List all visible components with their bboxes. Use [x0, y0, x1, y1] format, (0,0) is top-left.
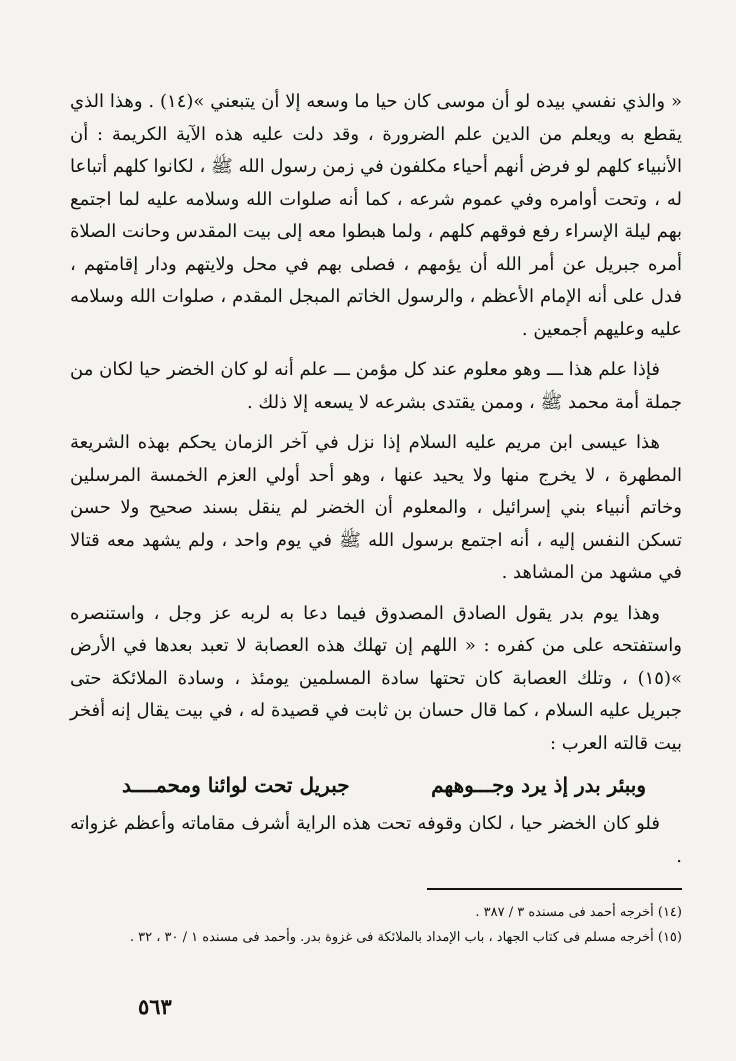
verse-second-hemistich: جبريل تحت لوائنا ومحمــــد: [122, 773, 350, 797]
paragraph-2: فإذا علم هذا ـــ وهو معلوم عند كل مؤمن ـــ علم أنه لو كان الخضر حيا لكان من جملة أمة محمد ﷺ ، وممن يقتدى بشرعه لا يسعه إلا ذلك .: [70, 359, 682, 413]
footnote-15: (١٥) أخرجه مسلم فى كتاب الجهاد ، باب الإمداد بالملائكة فى غزوة بدر. وأحمد فى مسنده ١ / ٣٠ ، ٣٢ .: [129, 930, 682, 945]
footnote-divider: [427, 888, 682, 890]
paragraph-3: هذا عيسى ابن مريم عليه السلام إذا نزل في آخر الزمان يحكم بهذه الشريعة المطهرة ، لا يخرج منها ولا يحيد عنها ، وهو أحد أولي العزم الخمسة المرسلين وخاتم أنبياء بني إسرائيل ، والمعلوم أن الخضر لم ينقل بسند صحيح ولا حسن تسكن النفس إليه ، أنه اجتمع برسول الله ﷺ في يوم واحد ، ولم يشهد معه قتالا في مشهد من المشاهد .: [70, 432, 682, 583]
verse-first-hemistich: وببئر بدر إذ يرد وجـــوههم: [431, 773, 646, 797]
footnotes: [70, 900, 682, 950]
paragraph-4: وهذا يوم بدر يقول الصادق المصدوق فيما دعا به لربه عز وجل ، واستنصره واستفتحه على من كفره : « اللهم إن تهلك هذه العصابة لا تعبد بعدها في الأرض »(١٥) ، وتلك العصابة كان تحتها سادة المسلمين يومئذ ، وسادة الملائكة حتى جبريل عليه السلام ، كما قال حسان بن ثابت في قصيدة له ، في بيت يقال إنه أفخر بيت قالته العرب :: [70, 602, 682, 754]
closing-paragraph: فلو كان الخضر حيا ، لكان وقوفه تحت هذه الراية أشرف مقاماته وأعظم غزواته .: [70, 813, 682, 867]
poetry-verse: [122, 768, 646, 802]
page-number: ٥٦٣: [138, 994, 172, 1019]
paragraph-1: « والذي نفسي بيده لو أن موسى كان حيا ما وسعه إلا أن يتبعني »(١٤) . وهذا الذي يقطع به ويعلم من الدين علم الضرورة ، وقد دلت عليه هذه الآية الكريمة : أن الأنبياء كلهم لو فرض أنهم أحياء مكلفون في زمن رسول الله ﷺ ، لكانوا كلهم أتباعا له ، وتحت أوامره وفي عموم شرعه ، كما أنه صلوات الله وسلامه عليه لما اجتمع بهم ليلة الإسراء رفع فوقهم كلهم ، ولما هبطوا معه إلى بيت المقدس وحانت الصلاة أمره جبريل عن أمر الله أن يؤمهم ، فصلى بهم في محل ولايتهم ودار إقامتهم ، فدل على أنه الإمام الأعظم ، والرسول الخاتم المبجل المقدم ، صلوات الله وسلامه عليه وعليهم أجمعين .: [70, 91, 683, 340]
footnote-14: (١٤) أخرجه أحمد فى مسنده ٣ / ٣٨٧ .: [475, 905, 682, 920]
main-text: [70, 86, 682, 873]
